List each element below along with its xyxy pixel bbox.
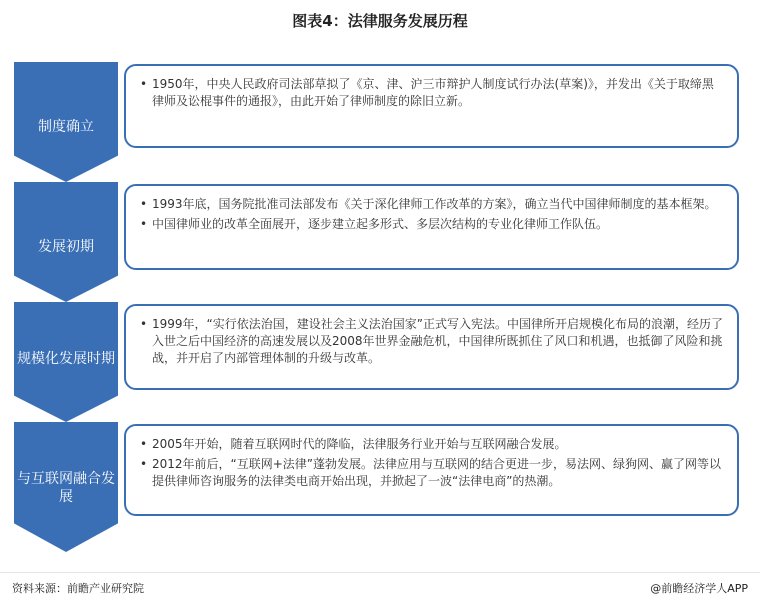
- stage-2-box: [124, 184, 739, 270]
- source-note: 资料来源：前瞻产业研究院: [12, 582, 144, 595]
- stage-2-bullet-1: • 1993年底，国务院批准司法部发布《关于深化律师工作改革的方案》，确立当代中国律师制度的基本框架。: [140, 196, 723, 213]
- stage-4-label: 与互联网融合发展: [17, 471, 115, 505]
- stage-4-bullet-1: • 2005年开始，随着互联网时代的降临，法律服务行业开始与互联网融合发展。: [140, 436, 723, 453]
- stage-3-bullet-1: • 1999年，“实行依法治国，建设社会主义法治国家”正式写入宪法。中国律所开启规模化布局的浪潮，经历了入世之后中国经济的高速发展以及2008年世界金融危机，中国律所既抓住了风口和机遇，也抵御了风险和挑战，并开启了内部管理体制的升级与改革。: [140, 316, 723, 367]
- stage-4-bullet-2: • 2012年前后，“互联网+法律”蓬勃发展。法律应用与互联网的结合更进一步，易法网、绿狗网、赢了网等以提供律师咨询服务的法律类电商开始出现，并掀起了一波“法律电商”的热潮。: [140, 456, 723, 490]
- stage-3-label: 规模化发展时期: [17, 351, 115, 367]
- stage-1-label: 制度确立: [38, 119, 94, 135]
- footer-divider: [0, 572, 760, 573]
- page-title: 图表4：法律服务发展历程: [292, 12, 468, 30]
- stage-1-box: [124, 64, 739, 148]
- stage-1-bullet-1: • 1950年，中央人民政府司法部草拟了《京、津、沪三市辩护人制度试行办法(草案)》，并发出《关于取缔黑律师及讼棍事件的通报》，由此开始了律师制度的除旧立新。: [140, 76, 723, 110]
- stage-2-bullet-2: • 中国律师业的改革全面展开，逐步建立起多形式、多层次结构的专业化律师工作队伍。: [140, 216, 723, 233]
- stage-2-label: 发展初期: [38, 239, 94, 255]
- stage-3-box: [124, 304, 739, 390]
- brand-credit: @前瞻经济学人APP: [650, 582, 748, 595]
- stage-4-box: [124, 424, 739, 516]
